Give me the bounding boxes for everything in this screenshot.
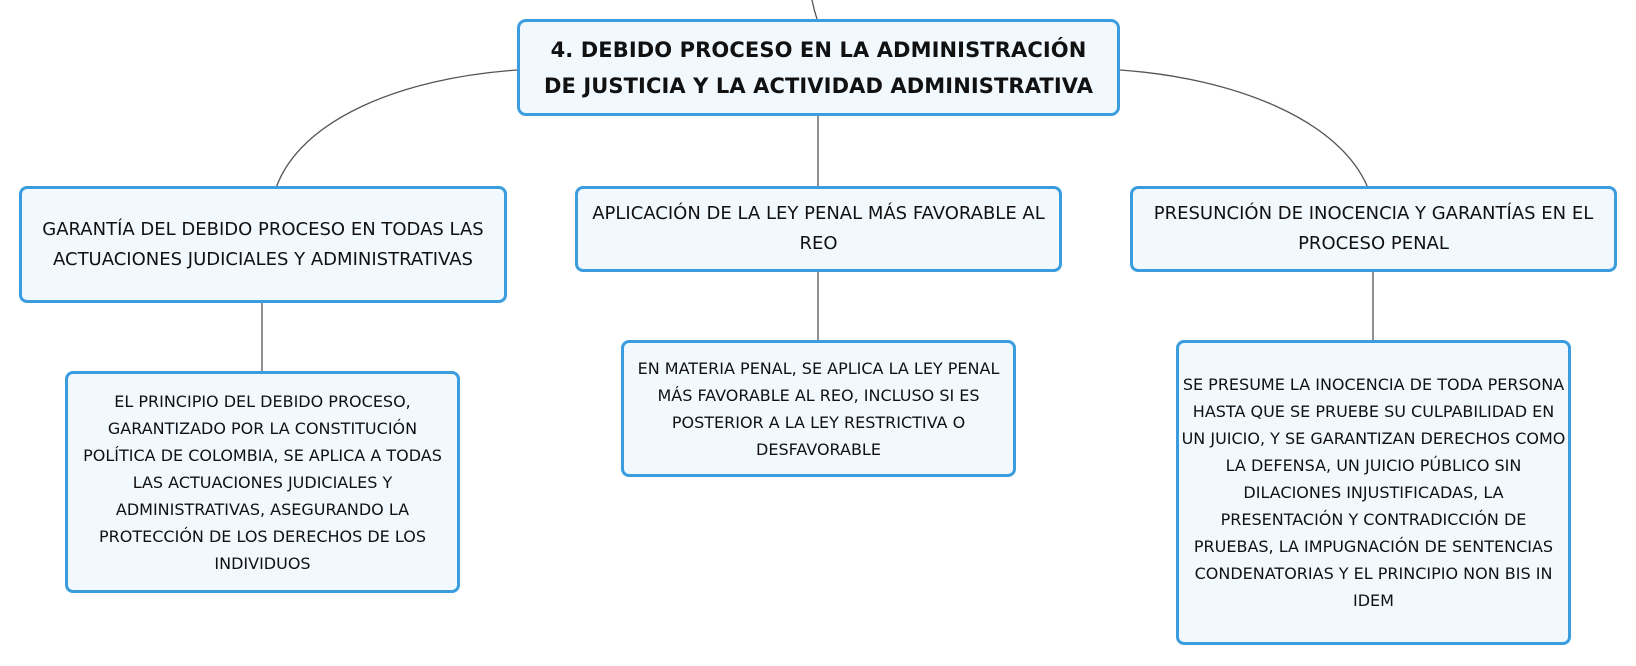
detail-node-text: SE PRESUME LA INOCENCIA DE TODA PERSONA HASTA QUE SE PRUEBE SU CULPABILIDAD EN UN JUICIO, Y SE GARANTIZAN DERECHOS COMO LA DEFENSA, UN JUICIO PÚBLICO SIN DILACIONES INJUSTIFICADAS, LA PRESENTACIÓN Y CONTRADICCIÓN DE PRUEBAS, LA IMPUGNACIÓN DE SENTENCIAS CONDENATORIAS Y EL PRINCIPIO NON BIS IN IDEM <box>1181 375 1566 610</box>
branch-node-due-process-guarantee[interactable] <box>19 186 507 303</box>
detail-node-due-process-guarantee[interactable] <box>65 371 460 593</box>
branch-node-title: APLICACIÓN DE LA LEY PENAL MÁS FAVORABLE AL REO <box>592 203 1045 254</box>
detail-node-favorable-penal-law[interactable] <box>621 340 1016 477</box>
branch-node-title: GARANTÍA DEL DEBIDO PROCESO EN TODAS LAS ACTUACIONES JUDICIALES Y ADMINISTRATIVAS <box>42 218 484 270</box>
detail-node-presumption-of-innocence[interactable] <box>1176 340 1571 645</box>
detail-node-text: EL PRINCIPIO DEL DEBIDO PROCESO, GARANTIZADO POR LA CONSTITUCIÓN POLÍTICA DE COLOMBIA, SE APLICA A TODAS LAS ACTUACIONES JUDICIALES Y ADMINISTRATIVAS, ASEGURANDO LA PROTECCIÓN DE LOS DERECHOS DE LOS INDIVIDUOS <box>83 391 442 573</box>
branch-node-favorable-penal-law[interactable] <box>575 186 1062 272</box>
branch-node-title: PRESUNCIÓN DE INOCENCIA Y GARANTÍAS EN EL PROCESO PENAL <box>1153 203 1594 254</box>
root-node[interactable] <box>517 19 1120 116</box>
root-node-title: 4. DEBIDO PROCESO EN LA ADMINISTRACIÓN DE JUSTICIA Y LA ACTIVIDAD ADMINISTRATIVA <box>543 37 1094 98</box>
connector-root-to-branch-3 <box>1120 70 1368 188</box>
branch-node-presumption-of-innocence[interactable] <box>1130 186 1617 272</box>
connector-root-to-branch-1 <box>276 70 517 188</box>
connector-from-parent <box>812 0 817 19</box>
detail-node-text: EN MATERIA PENAL, SE APLICA LA LEY PENAL MÁS FAVORABLE AL REO, INCLUSO SI ES POSTERIOR A LA LEY RESTRICTIVA O DESFAVORABLE <box>637 358 1000 459</box>
